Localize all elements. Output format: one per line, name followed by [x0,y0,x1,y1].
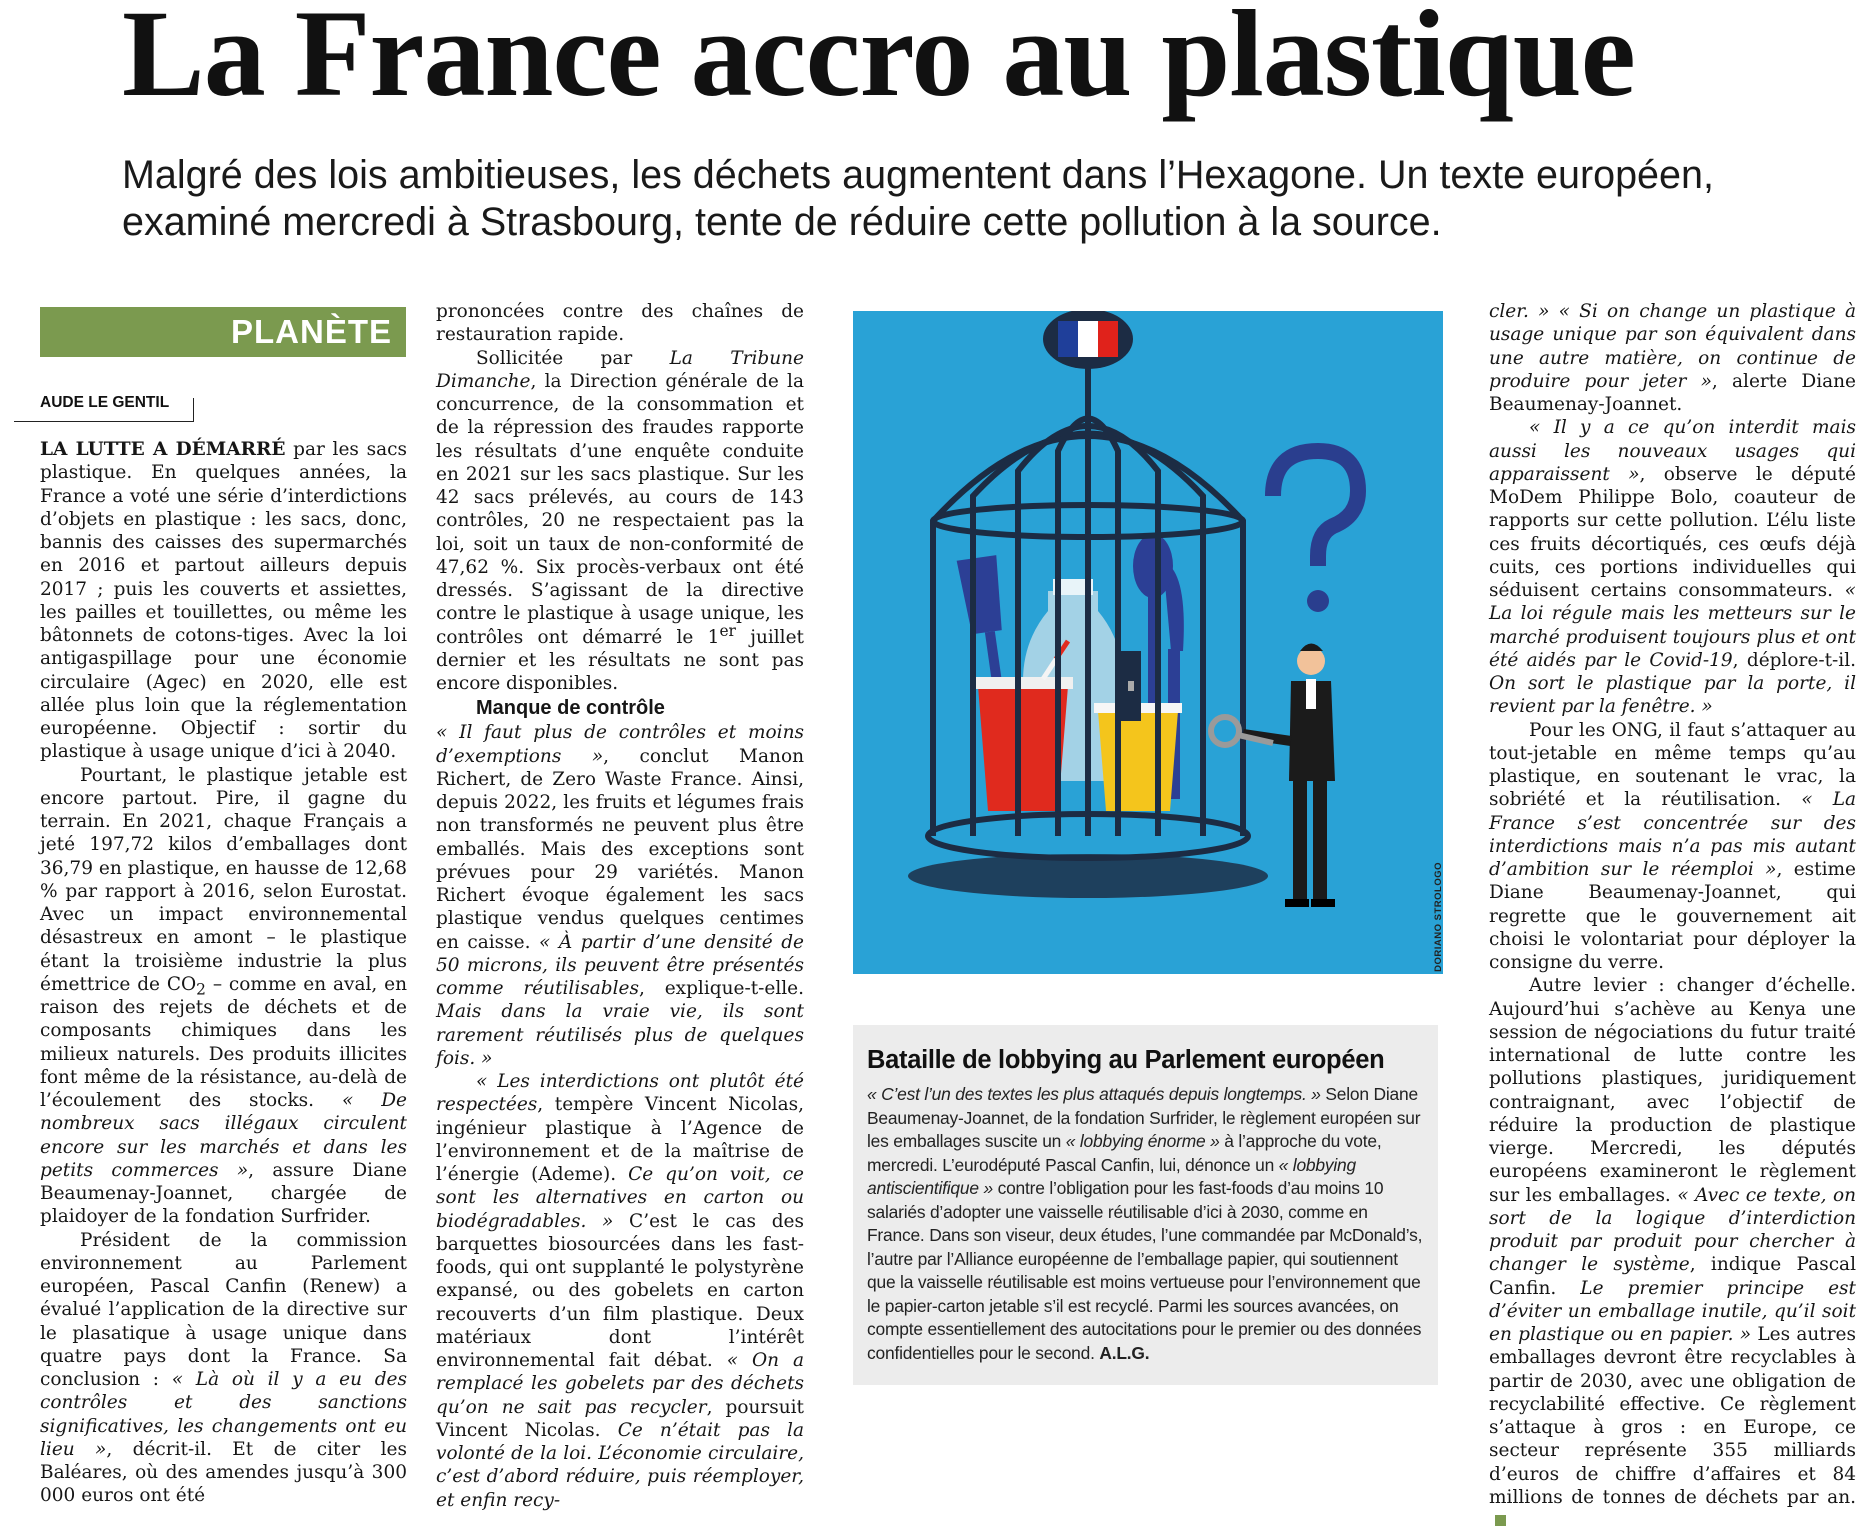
illustration-birdcage [853,311,1443,974]
byline-rule [14,421,194,422]
paragraph: Président de la commission environnement au Parlement européen, Pascal Canfin (Renew) a évalué l’application de la directive sur le plasatique à usage unique dans quatre pays dont la France. Sa conclusion : « Là où il y a eu des contrôles et des sanctions significatives, les changements ont eu lieu », décrit-il. Et de citer les Baléares, où des amendes jusqu’à 300 000 euros ont été [40,1229,407,1507]
article-column-1 [40,438,407,1508]
illustration-credit: DORIANO STROLOGO [1433,862,1444,972]
end-mark [1495,1515,1506,1526]
paragraph: Pour les ONG, il faut s’attaquer au tout-jetable en même temps qu’au plastique, en soutenant le vrac, la sobriété et la réutilisation. « La France s’est concentrée sur des interdictions mais n’a pas mis autant d’ambition sur le réemploi », estime Diane Beaumenay-Joannet, qui regrette que le gouvernement ait choisi le volontariat pour déployer la consigne du verre. [1489,719,1857,973]
section-rubric: PLANÈTE [40,307,406,357]
sidebar-box [853,1025,1438,1385]
paragraph: Autre levier : changer d’échelle. Aujourd’hui s’achève au Kenya une session de négociations du futur traité international de lutte contre les pollutions plastiques, juridiquement contraignant, avec l’objectif de réduire la production de plastique vierge. Mercredi, les députés européens examineront le règlement sur les emballages. « Avec ce texte, on sort de la logique d’interdiction produit par produit pour chercher à changer le système, indique Pascal Canfin. Le premier principe est d’éviter un emballage inutile, qu’il soit en plastique ou en papier. » Les autres emballages devront être recyclables à partir de 2030, avec une obligation de recyclabilité effective. Ce règlement s’attaque à gros : en Europe, ce secteur représente 355 milliards d’euros de chiffre d’affaires et 84 millions de tonnes de déchets par an. [1489,974,1856,1532]
paragraph: cler. » « Si on change un plastique à usage unique par son équivalent dans une autre matière, on continue de produire pour jeter », alerte Diane Beaumenay-Joannet. [1489,301,1857,415]
subheading: Manque de contrôle [476,697,665,720]
lead-in: LA LUTTE A DÉMARRÉ [40,439,286,460]
birdcage-illustration [853,311,1443,974]
paragraph: Sollicitée par La Tribune Dimanche, la Direction générale de la concurrence, de la consommation et de la répression des fraudes rapporte les résultats d’une enquête conduite en 2021 sur les sacs plastique. Sur les 42 sacs prélevés, au cours de 143 contrôles, 20 ne respectaient pas la loi, soit un taux de non-conformité de 47,62 %. Six procès-verbaux ont été dressés. S’agissant de la directive contre le plastique à usage unique, les contrôles ont démarré le 1er juillet dernier et les résultats ne sont pas encore disponibles. [436,347,804,694]
paragraph: prononcées contre des chaînes de restauration rapide. [436,301,804,346]
headline: La France accro au plastique [122,0,1635,122]
paragraph: « Il faut plus de contrôles et moins d’exemptions », conclut Manon Richert, de Zero Waste France. Ainsi, depuis 2022, les fruits et légumes frais non transformés ne peuvent plus être emballés. Mais des exceptions sont prévues pour 29 variétés. Manon Richert évoque également les sacs plastique vendus quelques centimes en caisse. « À partir d’une densité de 50 microns, ils peuvent être présentés comme réutilisables, explique-t-elle. Mais dans la vraie vie, ils sont rarement réutilisés plus de quelques fois. » [436,722,805,1069]
paragraph: « Il y a ce qu’on interdit mais aussi les nouveaux usages qui apparaissent », observe le député MoDem Philippe Bolo, coauteur de rapports sur cette pollution. L’élu liste ces fruits décortiqués, ces œufs déjà cuits, ces portions individuelles qui séduisent certains consommateurs. « La loi régule mais les metteurs sur le marché produisent toujours plus et ont été aidés par le Covid-19, déplore-t-il. On sort le plastique par la porte, il revient par la fenêtre. » [1489,417,1856,718]
byline-rule-vertical [193,398,194,422]
sidebar-text: « C’est l’un des textes les plus attaqués depuis longtemps. » Selon Diane Beaumenay-Joannet, de la fondation Surfrider, le règlement européen sur les emballages suscite un « lobbying énorme » à l’approche du vote, mercredi. L’eurodéputé Pascal Canfin, lui, dénonce un « lobbying antiscientifique » contre l’obligation pour les fast-foods d’au moins 10 salariés d’adopter une vaisselle réutilisable d’ici à 2030, comme en France. Dans son viseur, deux études, l’une commandée par McDonald’s, l’autre par l’Alliance européenne de l’emballage papier, qui soutiennent que la vaisselle réutilisable est moins vertueuse pour l’environnement que le papier-carton jetable s’il est recyclé. Parmi les sources avancées, on compte essentiellement des autocitations pour le premier ou des données confidentielles pour le second. A.L.G. [867,1084,1423,1363]
deck: Malgré des lois ambitieuses, les déchets augmentent dans l’Hexagone. Un texte européen, examiné mercredi à Strasbourg, tente de réduire cette pollution à la source. [122,153,1714,244]
paragraph: « Les interdictions ont plutôt été respectées, tempère Vincent Nicolas, ingénieur plastique à l’Agence de l’environnement et de la maîtrise de l’énergie (Ademe). Ce qu’on voit, ce sont les alternatives en carton ou biodégradables. » C’est le cas des barquettes biosourcées dans les fast-foods, qui ont supplanté le polystyrène expansé, ou des gobelets en carton recouverts d’un film plastique. Deux matériaux dont l’intérêt environnemental fait débat. « On a remplacé les gobelets par des déchets qu’on ne sait pas recycler, poursuit Vincent Nicolas. Ce n’était pas la volonté de la loi. L’économie circulaire, c’est d’abord réduire, puis réemployer, et enfin recy- [436,1071,805,1511]
byline: AUDE LE GENTIL [40,394,170,411]
paragraph: LA LUTTE A DÉMARRÉ par les sacs plastique. En quelques années, la France a voté une série d’interdictions d’objets en plastique : les sacs, donc, bannis des caisses des supermarchés en 2016 et partout ailleurs depuis 2017 ; puis les couverts et assiettes, les pailles et touillettes, ou même les bâtonnets de cotons-tiges. Avec la loi antigaspillage pour une économie circulaire (Agec) en 2020, elle est allée plus loin que la réglementation européenne. Objectif : sortir du plastique à usage unique d’ici à 2040. [40,439,407,763]
sidebar-signature: A.L.G. [1099,1342,1150,1363]
article-column-2 [436,300,804,1512]
article-column-4 [1489,300,1856,1532]
paragraph: Pourtant, le plastique jetable est encore partout. Pire, il gagne du terrain. En 2021, chaque Français a jeté 197,72 kilos d’emballages dont 36,79 en plastique, en hausse de 12,68 % par rapport à 2016, selon Eurostat. Avec un impact environnemental désastreux en amont – le plastique étant la troisième industrie la plus émettrice de $CO_2$ – comme en aval, en raison des rejets de déchets et de composants chimiques dans les milieux naturels. Des produits illicites font même de la résistance, au-delà de l’écoulement des stocks. « De nombreux sacs illégaux circulent encore sur les marchés et dans les petits commerces », assure Diane Beaumenay-Joannet, chargée de plaidoyer de la fondation Surfrider. [40,764,407,1228]
sidebar-title: Bataille de lobbying au Parlement européen [867,1046,1385,1074]
